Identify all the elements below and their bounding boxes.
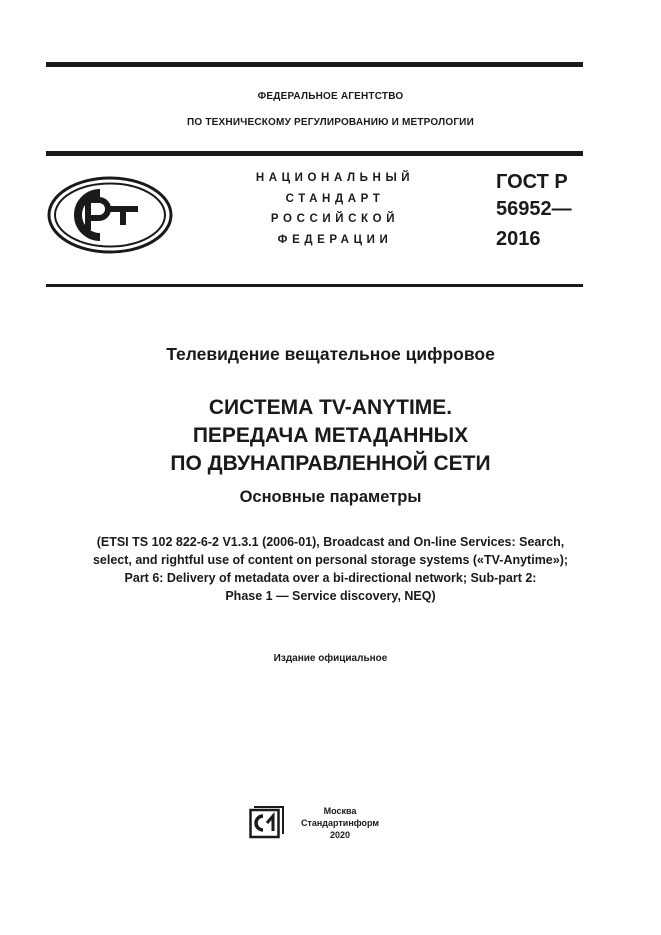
reference-line-4: Phase 1 — Service discovery, NEQ) <box>225 589 436 603</box>
designation-number: 56952— <box>496 198 572 220</box>
title-subtitle: Основные параметры <box>239 488 422 506</box>
header-rule <box>46 151 583 156</box>
standard-type-line-3: РОССИЙСКОЙ <box>270 213 400 225</box>
reference-line-2: select, and rightful use of content on personal storage systems («TV-Anytime»); <box>92 553 569 567</box>
reference-line-1: (ETSI TS 102 822-6-2 V1.3.1 (2006-01), Broadcast and On-line Services: Search, <box>96 535 565 549</box>
designation-year: 2016 <box>496 228 541 250</box>
standard-type-line-4: ФЕДЕРАЦИИ <box>277 234 393 246</box>
divider-rule <box>46 284 583 287</box>
agency-line-1: ФЕДЕРАЛЬНОЕ АГЕНТСТВО <box>257 91 404 102</box>
designation-prefix: ГОСТ Р <box>496 171 568 193</box>
title-main-line-1: СИСТЕМА TV-ANYTIME. <box>208 396 453 419</box>
edition-label: Издание официальное <box>273 653 388 664</box>
agency-line-2: ПО ТЕХНИЧЕСКОМУ РЕГУЛИРОВАНИЮ И МЕТРОЛОГИИ <box>187 117 474 128</box>
standard-type-line-1: НАЦИОНАЛЬНЫЙ <box>255 172 415 184</box>
standard-type-line-2: СТАНДАРТ <box>285 193 385 205</box>
title-main-line-2: ПЕРЕДАЧА МЕТАДАННЫХ <box>192 424 469 447</box>
reference-line-3: Part 6: Delivery of metadata over a bi-directional network; Sub-part 2: <box>124 571 537 585</box>
publisher-city: Москва <box>323 806 357 816</box>
rst-logo-icon <box>46 175 174 255</box>
top-rule <box>46 62 583 67</box>
publisher-year: 2020 <box>329 830 351 840</box>
title-category: Телевидение вещательное цифровое <box>166 344 495 364</box>
publisher-name: Стандартинформ <box>300 818 380 828</box>
title-main-line-3: ПО ДВУНАПРАВЛЕННОЙ СЕТИ <box>170 452 491 475</box>
standartinform-logo-icon <box>249 805 285 839</box>
